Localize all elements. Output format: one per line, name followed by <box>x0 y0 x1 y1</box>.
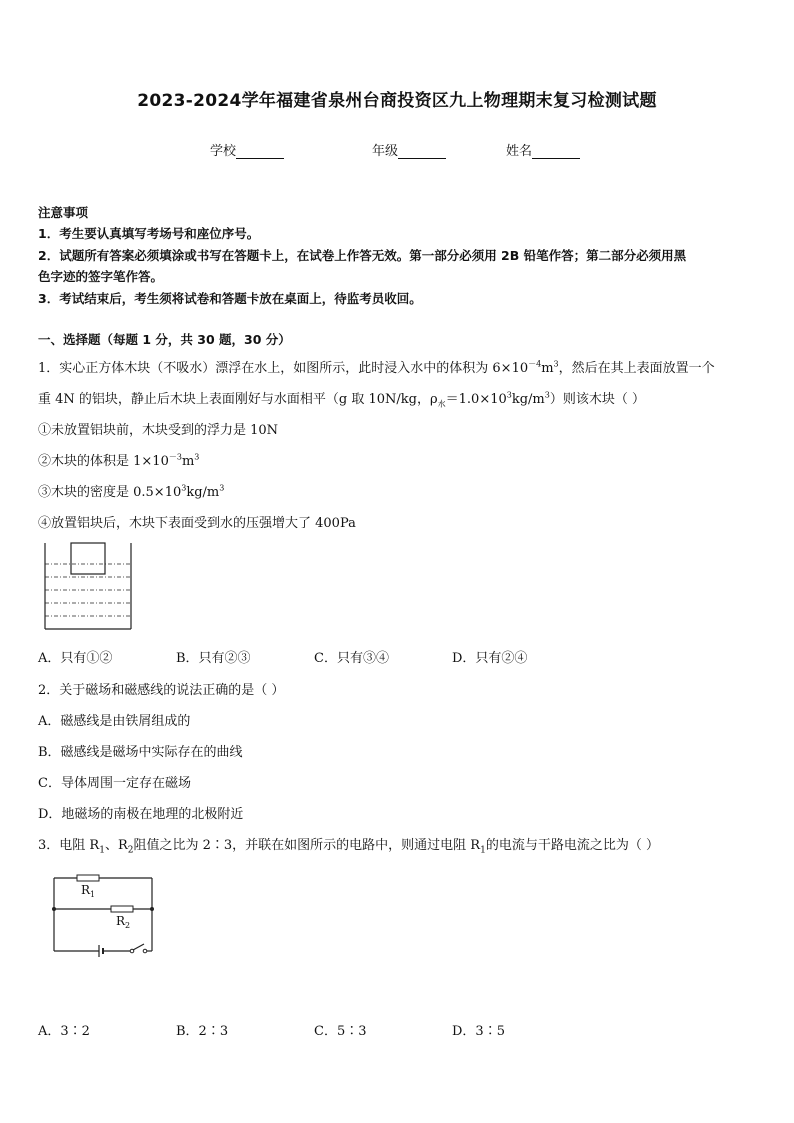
grade-label: 年级 <box>372 144 399 159</box>
q1-option-c[interactable]: C．只有③④ <box>314 651 389 666</box>
school-field[interactable] <box>210 140 284 159</box>
q1-option-d[interactable]: D．只有②④ <box>452 651 528 666</box>
q1-statement-3: ③木块的密度是 $0.5\times 10^3kg/m^3$ <box>38 483 225 500</box>
q2-option-b[interactable]: B．磁感线是磁场中实际存在的曲线 <box>38 745 243 760</box>
note-item: 2．试题所有答案必须填涂或书写在答题卡上，在试卷上作答无效。第一部分必须用 2B 铅笔作答；第二部分必须用黑 <box>38 248 687 263</box>
q1-statement-2: ②木块的体积是 $1\times 10^{-3}m^3$ <box>38 452 200 469</box>
beaker-figure <box>40 540 136 634</box>
q1-statement-4: ④放置铝块后，木块下表面受到水的压强增大了 400Pa <box>38 516 356 531</box>
note-item: 1．考生要认真填写考场号和座位序号。 <box>38 226 260 241</box>
q3-stem: 3．电阻 $R_1$、$R_2$阻值之比为 2∶3，并联在如图所示的电路中，则通过电阻 $R_1$的电流与干路电流之比为（ ） <box>38 838 659 856</box>
q2-stem: 2．关于磁场和磁感线的说法正确的是（ ） <box>38 683 285 698</box>
r1-label: $R_1$ <box>81 883 96 899</box>
note-item: 3．考试结束后，考生须将试卷和答题卡放在桌面上，待监考员收回。 <box>38 291 422 306</box>
school-label: 学校 <box>210 144 237 159</box>
q1-stem-line2: 重 4N 的铝块，静止后木块上表面刚好与水面相平（g 取 10N/kg，$\rho_水=1.0\times 10^3kg/m^3$）则该木块（ ） <box>38 390 645 409</box>
q1-option-b[interactable]: B．只有②③ <box>176 651 251 666</box>
q3-option-b[interactable]: B．2∶3 <box>176 1024 229 1039</box>
q2-option-c[interactable]: C．导体周围一定存在磁场 <box>38 776 191 791</box>
school-blank[interactable] <box>236 145 284 159</box>
section-heading: 一、选择题（每题 1 分，共 30 题，30 分） <box>38 332 291 347</box>
grade-blank[interactable] <box>398 145 446 159</box>
circuit-diagram <box>48 872 160 960</box>
resistor-r1 <box>77 875 99 881</box>
resistor-r2 <box>111 906 133 912</box>
q3-option-d[interactable]: D．3∶5 <box>452 1024 505 1039</box>
wood-block <box>71 543 105 574</box>
q1-stem-line1: 1．实心正方体木块（不吸水）漂浮在水上，如图所示，此时浸入水中的体积为 $6\times 10^{-4}m^3$，然后在其上表面放置一个 <box>38 359 715 376</box>
name-label: 姓名 <box>506 144 533 159</box>
grade-field[interactable] <box>372 140 446 159</box>
name-field[interactable] <box>506 140 580 159</box>
name-blank[interactable] <box>532 145 580 159</box>
note-item: 色字迹的签字笔作答。 <box>38 269 164 284</box>
q2-option-d[interactable]: D．地磁场的南极在地理的北极附近 <box>38 807 244 822</box>
exam-title: 2023-2024学年福建省泉州台商投资区九上物理期末复习检测试题 <box>137 91 657 111</box>
q3-option-c[interactable]: C．5∶3 <box>314 1024 367 1039</box>
q1-statement-1: ①未放置铝块前，木块受到的浮力是 10N <box>38 423 279 438</box>
q1-option-a[interactable]: A．只有①② <box>38 651 113 666</box>
notes-heading: 注意事项 <box>38 205 89 220</box>
r2-label: $R_2$ <box>116 914 131 930</box>
q2-option-a[interactable]: A．磁感线是由铁屑组成的 <box>38 714 191 729</box>
q3-option-a[interactable]: A．3∶2 <box>38 1024 90 1039</box>
